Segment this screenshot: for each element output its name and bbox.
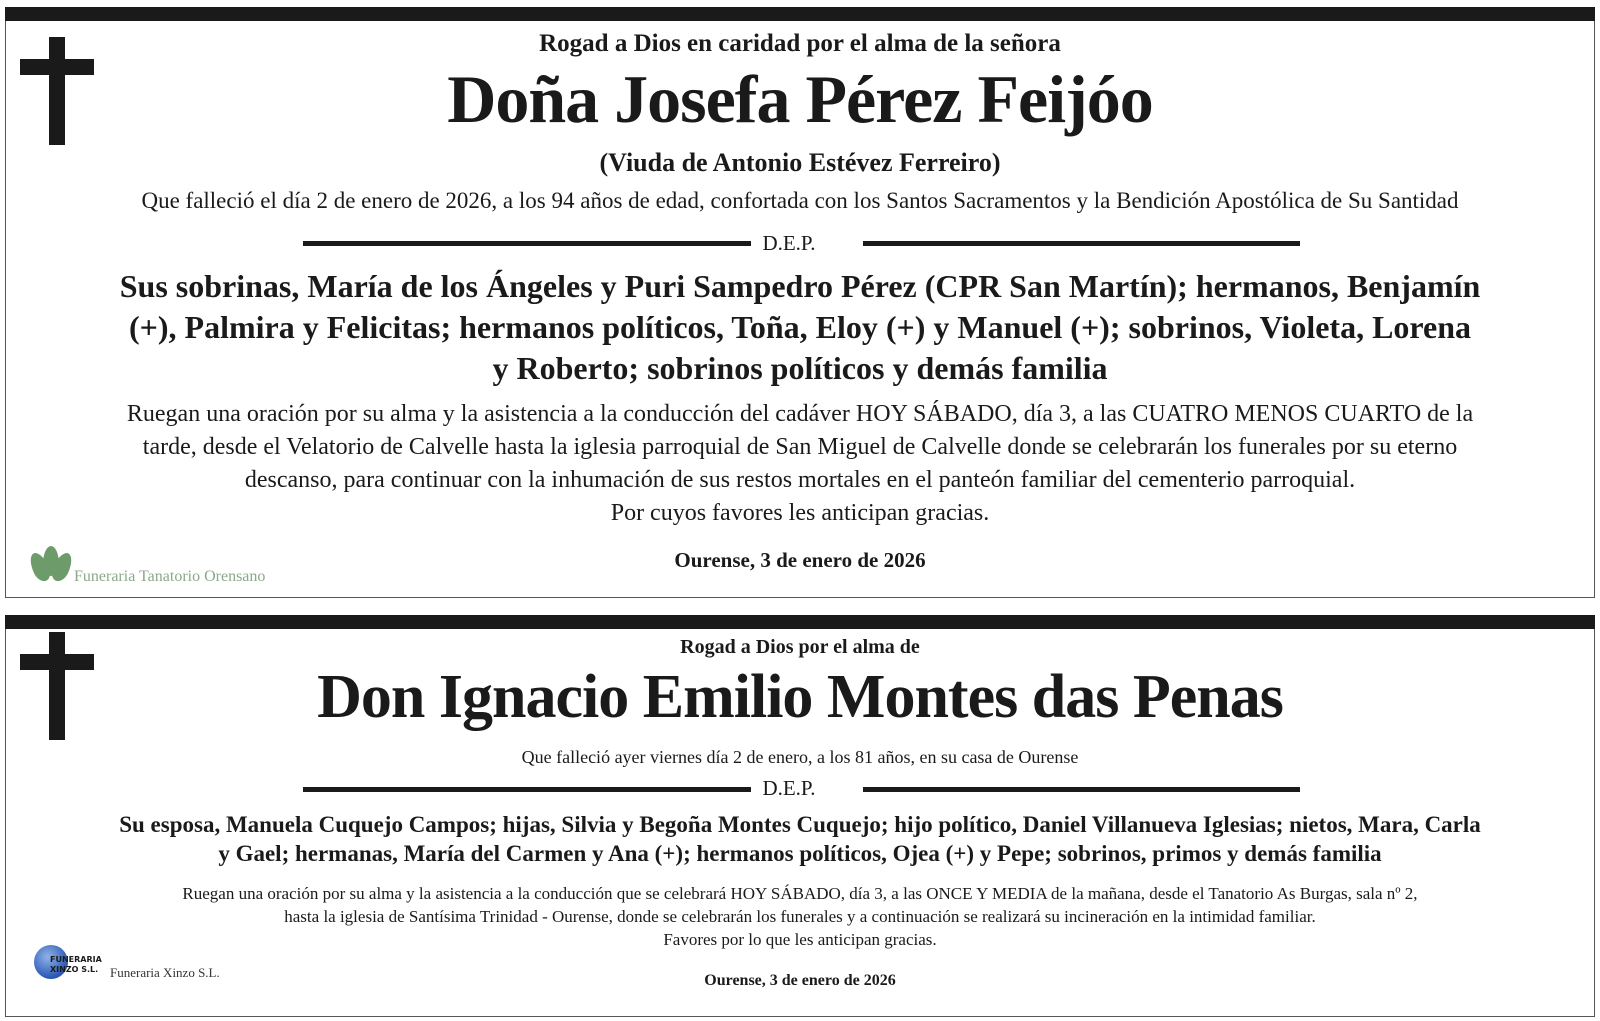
dep-label: D.E.P.: [762, 231, 816, 255]
request-line-3: descanso, para continuar con la inhumación de sus restos mortales en el panteón familiar del cementerio parroquial.: [244, 467, 1356, 493]
deceased-name: Don Ignacio Emilio Montes das Penas: [317, 663, 1283, 731]
separator-right: [863, 787, 1300, 792]
family-line-3: y Roberto; sobrinos políticos y demás familia: [492, 350, 1108, 386]
intro-text: Rogad a Dios por el alma de: [680, 636, 920, 658]
request-line-1: Ruegan una oración por su alma y la asistencia a la conducción del cadáver HOY SÁBADO, día 3, a las CUATRO MENOS CUARTO de la: [126, 401, 1474, 427]
deceased-name: Doña Josefa Pérez Feijóo: [447, 61, 1153, 137]
family-line-2: (+), Palmira y Felicitas; hermanos políticos, Toña, Eloy (+) y Manuel (+); sobrinos, Violeta, Lorena: [128, 309, 1472, 345]
family-line-1: Sus sobrinas, María de los Ángeles y Puri Sampedro Pérez (CPR San Martín); hermanos, Benjamín: [119, 268, 1481, 304]
logo-text: Funeraria Tanatorio Orensano: [74, 568, 266, 585]
separator-left: [303, 787, 751, 792]
obituary-notice-2: [5, 615, 1595, 1017]
logo-text: Funeraria Xinzo S.L.: [110, 965, 220, 980]
place-date: Ourense, 3 de enero de 2026: [674, 548, 926, 572]
dep-label: D.E.P.: [762, 776, 816, 800]
place-date: Ourense, 3 de enero de 2026: [704, 972, 896, 989]
request-line-2: tarde, desde el Velatorio de Calvelle hasta la iglesia parroquial de San Miguel de Calvelle donde se celebrarán los funerales por su eterno: [142, 434, 1458, 460]
thanks-line: Favores por lo que les anticipan gracias.: [663, 930, 937, 949]
family-line-1: Su esposa, Manuela Cuquejo Campos; hijas, Silvia y Begoña Montes Cuquejo; hijo político, Daniel Villanueva Iglesias; nietos, Mara, Carla: [119, 812, 1481, 837]
separator-left: [303, 241, 751, 246]
family-line-2: y Gael; hermanas, María del Carmen y Ana (+); hermanos políticos, Ojea (+) y Pepe; sobrinos, primos y demás familia: [218, 841, 1382, 866]
separator-right: [863, 241, 1300, 246]
widow-text: (Viuda de Antonio Estévez Ferreiro): [599, 148, 1001, 177]
top-black-bar: [5, 7, 1595, 21]
top-black-bar: [5, 615, 1595, 629]
death-text: Que falleció ayer viernes día 2 de enero, a los 81 años, en su casa de Ourense: [521, 747, 1079, 767]
logo-mark: FUNERARIA XINZO S.L.: [50, 955, 102, 974]
request-line-1: Ruegan una oración por su alma y la asistencia a la conducción que se celebrará HOY SÁBADO, día 3, a las ONCE Y MEDIA de la mañana, desde el Tanatorio As Burgas, sala nº 2,: [182, 884, 1418, 903]
thanks-line: Por cuyos favores les anticipan gracias.: [610, 500, 990, 526]
intro-text: Rogad a Dios en caridad por el alma de la señora: [539, 30, 1061, 57]
funeral-home-logo: [26, 546, 316, 590]
death-text: Que falleció el día 2 de enero de 2026, a los 94 años de edad, confortada con los Santos Sacramentos y la Bendición Apostólica de Su Santidad: [141, 188, 1459, 213]
request-line-2: hasta la iglesia de Santísima Trinidad - Ourense, donde se celebrarán los funerales y a continuación se realizará su incineración en la intimidad familiar.: [284, 907, 1316, 926]
obituary-notice-1: [5, 7, 1595, 598]
funeral-home-logo: [28, 941, 258, 991]
